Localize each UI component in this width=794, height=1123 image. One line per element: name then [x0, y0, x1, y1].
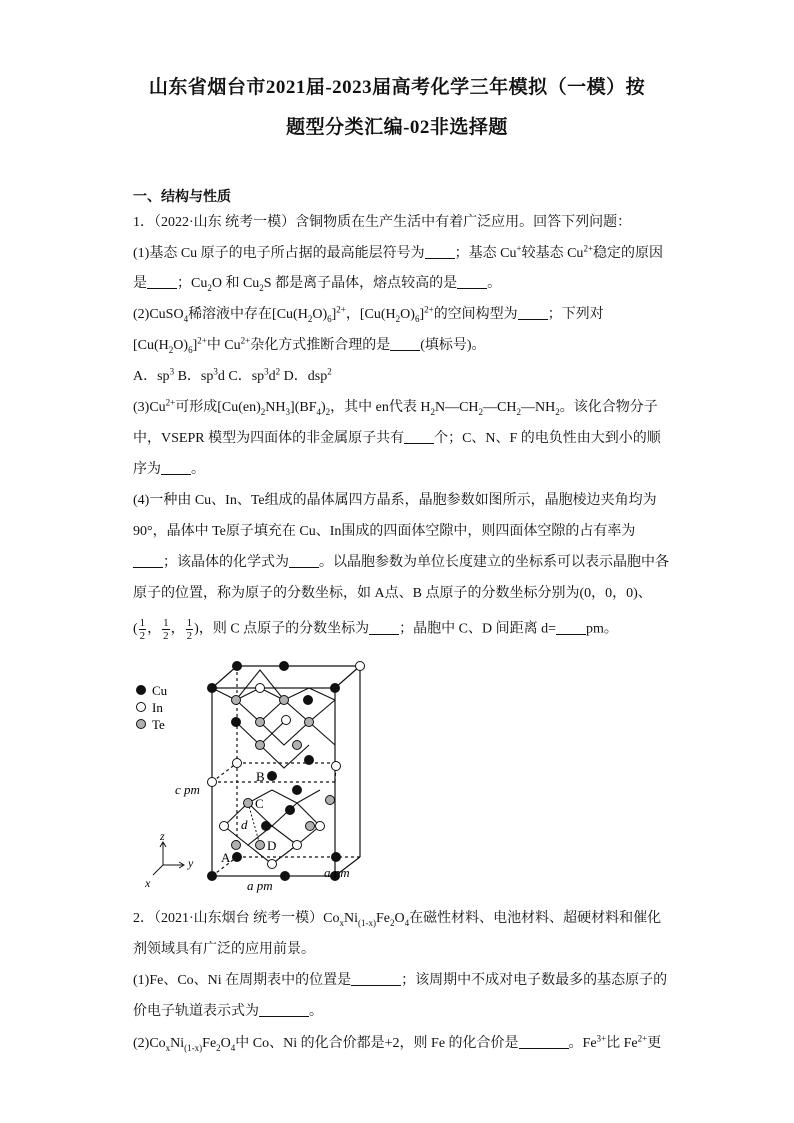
point-b-label: B — [256, 769, 265, 784]
te-atom — [256, 718, 265, 727]
sup: + — [516, 243, 522, 254]
te-atom-d — [256, 841, 265, 850]
sub: 2 — [168, 344, 174, 355]
text: 原子的位置，称为原子的分数坐标，如 A点、B 点原子的分数坐标分别为(0，0，0)、 — [133, 586, 652, 601]
q1-part4-line4 — [133, 584, 652, 604]
text: ， — [147, 621, 162, 637]
text: (3)Cu — [133, 400, 166, 415]
text: O) — [312, 307, 328, 322]
q1-stem-text: 1．（2022·山东 统考一模）含铜物质在生产生活中有着广泛应用。回答下列问题： — [133, 215, 632, 230]
answer-blank[interactable] — [518, 305, 548, 320]
text: 中 Co、Ni 的化合价都是+2，则 Fe 的化合价是 — [235, 1036, 519, 1051]
sub: 2 — [555, 406, 560, 417]
sub: 2 — [516, 406, 521, 417]
text: Fe — [202, 1036, 217, 1051]
q1-options — [133, 367, 332, 387]
text: 剂领域具有广泛的应用前景。 — [133, 942, 315, 957]
page-title-line1: 山东省烟台市2021届-2023届高考化学三年模拟（一模）按 — [148, 77, 646, 98]
text: 2．（2021·山东烟台 统考一模）Co — [133, 911, 340, 926]
text: ；下列对 — [547, 307, 604, 322]
text: d C．sp — [217, 369, 265, 384]
text: [Cu(H — [133, 338, 169, 353]
sup: 3+ — [596, 1033, 607, 1044]
bond-lines — [212, 670, 335, 864]
q1-part4-line1 — [133, 491, 657, 511]
in-atom — [268, 860, 277, 869]
text: 较基态 Cu — [521, 246, 584, 261]
te-atom — [280, 696, 289, 705]
cu-atom — [304, 696, 313, 705]
sub: 2 — [260, 406, 266, 417]
text: ， — [170, 621, 185, 637]
sup: 2+ — [637, 1033, 648, 1044]
axes — [153, 842, 184, 875]
text: ；该周期中不成对电子数最多的基态原子的 — [401, 973, 668, 988]
frac-num: 1 — [163, 617, 169, 629]
q1-part3-line1 — [133, 398, 658, 418]
answer-blank[interactable] — [289, 553, 319, 568]
answer-blank[interactable] — [390, 336, 420, 351]
section-title: 一、结构与性质 — [133, 190, 231, 205]
text: ] — [331, 307, 337, 322]
answer-blank[interactable] — [404, 429, 434, 444]
axis-x-label: x — [145, 876, 151, 890]
text: (2)Co — [133, 1036, 166, 1051]
q1-part4-line2 — [133, 522, 635, 542]
te-atom — [326, 796, 335, 805]
text: pm。 — [586, 621, 618, 637]
text: ](BF — [290, 400, 317, 415]
text: 。 — [487, 276, 502, 291]
legend-cu-dot — [137, 686, 146, 695]
sup: 2+ — [583, 243, 594, 254]
te-atom — [232, 696, 241, 705]
text: 稳定的原因 — [593, 246, 664, 261]
text: (1)基态 Cu 原子的电子所占据的最高能层符号为 — [133, 246, 425, 261]
text: ；Cu — [177, 276, 208, 291]
text: 个；C、N、F 的电负性由大到小的顺 — [434, 431, 661, 446]
q1-part1-line2 — [133, 274, 501, 294]
text: 更 — [647, 1036, 662, 1051]
page-title-line2: 题型分类汇编-02非选择题 — [286, 117, 508, 138]
sub: (1-x) — [358, 917, 376, 928]
frac-num: 1 — [186, 617, 193, 629]
sup: 2 — [275, 366, 281, 377]
answer-blank[interactable] — [519, 1034, 569, 1049]
text: NH — [265, 400, 286, 415]
cu-atom — [281, 872, 290, 881]
text: (4)一种由 Cu、In、Te组成的晶体属四方晶系，晶胞参数如图所示，晶胞棱边夹角均为 — [133, 493, 657, 508]
te-atom-c — [244, 799, 253, 808]
text: ，其中 en代表 H — [330, 400, 431, 415]
fraction — [162, 617, 170, 642]
atoms — [208, 662, 365, 881]
text: 杂化方式推断合理的是 — [250, 338, 391, 353]
text: d — [268, 369, 276, 384]
in-atom — [316, 822, 325, 831]
sub: 2 — [478, 406, 484, 417]
text: 序为 — [133, 462, 161, 477]
text: 。Fe — [568, 1036, 597, 1051]
legend-in-label: In — [152, 700, 163, 715]
text: ] — [192, 338, 198, 353]
text: 可形成[Cu(en) — [175, 400, 261, 415]
te-atom — [305, 718, 314, 727]
text: ] — [419, 307, 425, 322]
q1-part3-line3 — [133, 460, 205, 480]
fraction — [186, 617, 194, 642]
te-atom — [306, 822, 315, 831]
in-atom — [256, 684, 265, 693]
q1-part2-line1 — [133, 305, 604, 325]
te-atom — [232, 841, 241, 850]
text: 比 Fe — [606, 1036, 638, 1051]
in-atom — [293, 841, 302, 850]
cu-atom-b — [268, 772, 277, 781]
answer-blank[interactable] — [161, 460, 191, 475]
answer-blank[interactable] — [259, 1002, 309, 1017]
cu-atom — [331, 684, 340, 693]
text: —NH — [521, 400, 556, 415]
answer-blank[interactable] — [425, 244, 455, 259]
text: 90°，晶体中 Te原子填充在 Cu、In围成的四面体空隙中，则四面体空隙的占有率为 — [133, 524, 636, 539]
q2-stem-line2 — [133, 940, 315, 960]
legend-in-dot — [137, 703, 146, 712]
text: 在磁性材料、电池材料、超硬材料和催化 — [409, 911, 662, 926]
a-pm-side-label: a pm — [324, 865, 350, 880]
frac-den: 2 — [186, 630, 193, 642]
sub: 2 — [207, 282, 212, 293]
text: N—CH — [434, 400, 479, 415]
cu-atom — [208, 872, 217, 881]
q2-stem-line1 — [133, 909, 661, 929]
in-atom — [332, 762, 341, 771]
q2-part1-line2 — [133, 1002, 323, 1022]
sub: 2 — [259, 282, 264, 293]
q1-part3-line2 — [133, 429, 661, 449]
distance-d-label: d — [241, 817, 248, 832]
text: O — [394, 911, 405, 926]
text: Ni — [170, 1036, 185, 1051]
text: ；基态 Cu — [454, 246, 517, 261]
sup: 3 — [169, 366, 175, 377]
sub: 2 — [216, 1042, 221, 1053]
text: S 都是离子晶体，熔点较高的是 — [263, 276, 458, 291]
text: ；该晶体的化学式为 — [163, 555, 289, 570]
crystal-cell-figure — [126, 655, 366, 895]
sup: 3 — [213, 366, 218, 377]
text: 。该化合物分子 — [559, 400, 658, 415]
text: O — [220, 1036, 231, 1051]
text: 是 — [133, 276, 147, 291]
text: B．sp — [177, 369, 214, 384]
sub: 6 — [414, 313, 420, 324]
text: Fe — [376, 911, 390, 926]
cu-atom — [208, 684, 217, 693]
answer-blank[interactable] — [133, 553, 163, 568]
text: A．sp — [133, 369, 170, 384]
text: ( — [133, 621, 138, 637]
q2-part2-line1 — [133, 1034, 661, 1054]
text: (填标号)。 — [420, 338, 486, 353]
text: 。 — [309, 1004, 323, 1019]
sub: 2 — [395, 313, 401, 324]
frac-den: 2 — [139, 630, 146, 642]
answer-blank[interactable] — [369, 620, 399, 635]
in-atom — [282, 716, 291, 725]
cu-atom-a — [233, 853, 242, 862]
sub: x — [165, 1042, 171, 1053]
point-a-label: A — [221, 850, 231, 865]
q1-part4-line3 — [133, 553, 669, 573]
text: 的空间构型为 — [433, 307, 518, 322]
text: (2)CuSO — [133, 307, 184, 322]
cu-atom — [232, 718, 241, 727]
sup: 2 — [327, 366, 332, 377]
text: 中，VSEPR 模型为四面体的非金属原子共有 — [133, 431, 405, 446]
cu-atom — [233, 662, 242, 671]
q1-part4-line5 — [133, 617, 618, 642]
axis-z-label: z — [160, 829, 165, 843]
text: )，则 C 点原子的分数坐标为 — [194, 621, 370, 637]
cu-atom — [262, 822, 271, 831]
cu-atom — [332, 853, 341, 862]
sub: 4 — [183, 313, 189, 324]
sub: 4 — [230, 1042, 236, 1053]
sub: 2 — [307, 313, 313, 324]
frac-den: 2 — [163, 630, 169, 642]
sup: 2+ — [165, 397, 176, 408]
text: ；晶胞中 C、D 间距离 d= — [399, 621, 557, 637]
sub: 4 — [404, 917, 410, 928]
answer-blank[interactable] — [147, 274, 177, 289]
sub: 4 — [316, 406, 321, 417]
in-atom — [233, 759, 242, 768]
sub: 2 — [390, 917, 395, 928]
q1-stem — [133, 213, 631, 233]
legend-te-dot — [137, 720, 146, 729]
cu-atom — [286, 806, 295, 815]
text: —CH — [483, 400, 517, 415]
sup: 2+ — [424, 304, 434, 315]
cu-atom — [305, 756, 314, 765]
q1-part1-line1 — [133, 244, 663, 264]
answer-blank[interactable] — [457, 274, 487, 289]
sub: 6 — [327, 313, 332, 324]
q2-part1-line1 — [133, 971, 667, 991]
sup: 2+ — [197, 335, 207, 346]
text: O) — [173, 338, 189, 353]
point-d-label: D — [267, 838, 277, 853]
legend-cu-label: Cu — [152, 683, 168, 698]
te-atom — [293, 741, 302, 750]
legend-te-label: Te — [152, 717, 165, 732]
text: 。 — [191, 462, 205, 477]
axis-y-label: y — [188, 856, 194, 870]
point-c-label: C — [255, 796, 264, 811]
text: ) — [320, 400, 326, 415]
text: 价电子轨道表示式为 — [133, 1004, 259, 1019]
sup: 2+ — [336, 304, 346, 315]
text: (1)Fe、Co、Ni 在周期表中的位置是 — [133, 973, 352, 988]
text: D．dsp — [283, 369, 328, 384]
a-pm-bottom-label: a pm — [247, 878, 273, 893]
te-atom — [256, 741, 265, 750]
text: ，[Cu(H — [345, 307, 396, 322]
sub: x — [339, 917, 344, 928]
sub: 3 — [285, 406, 291, 417]
text: O) — [400, 307, 415, 322]
sub: (1-x) — [184, 1042, 203, 1053]
sub: 6 — [188, 344, 193, 355]
in-atom — [220, 822, 229, 831]
text: 。以晶胞参数为单位长度建立的坐标系可以表示晶胞中各 — [319, 555, 669, 570]
answer-blank[interactable] — [556, 620, 586, 635]
text: O 和 Cu — [211, 276, 260, 291]
in-atom — [356, 662, 365, 671]
sub: 2 — [325, 406, 331, 417]
answer-blank[interactable] — [351, 971, 401, 986]
text: 中 Cu — [206, 338, 241, 353]
q1-part2-line2 — [133, 336, 486, 356]
frac-num: 1 — [139, 617, 146, 629]
sup: 2+ — [240, 335, 251, 346]
cu-atom — [293, 786, 302, 795]
text: 稀溶液中存在[Cu(H — [188, 307, 308, 322]
sub: 2 — [430, 406, 435, 417]
cu-atom — [280, 662, 289, 671]
c-pm-label: c pm — [175, 782, 200, 797]
in-atom — [208, 778, 217, 787]
fraction — [139, 617, 147, 642]
text: Ni — [344, 911, 358, 926]
sup: 3 — [264, 366, 269, 377]
